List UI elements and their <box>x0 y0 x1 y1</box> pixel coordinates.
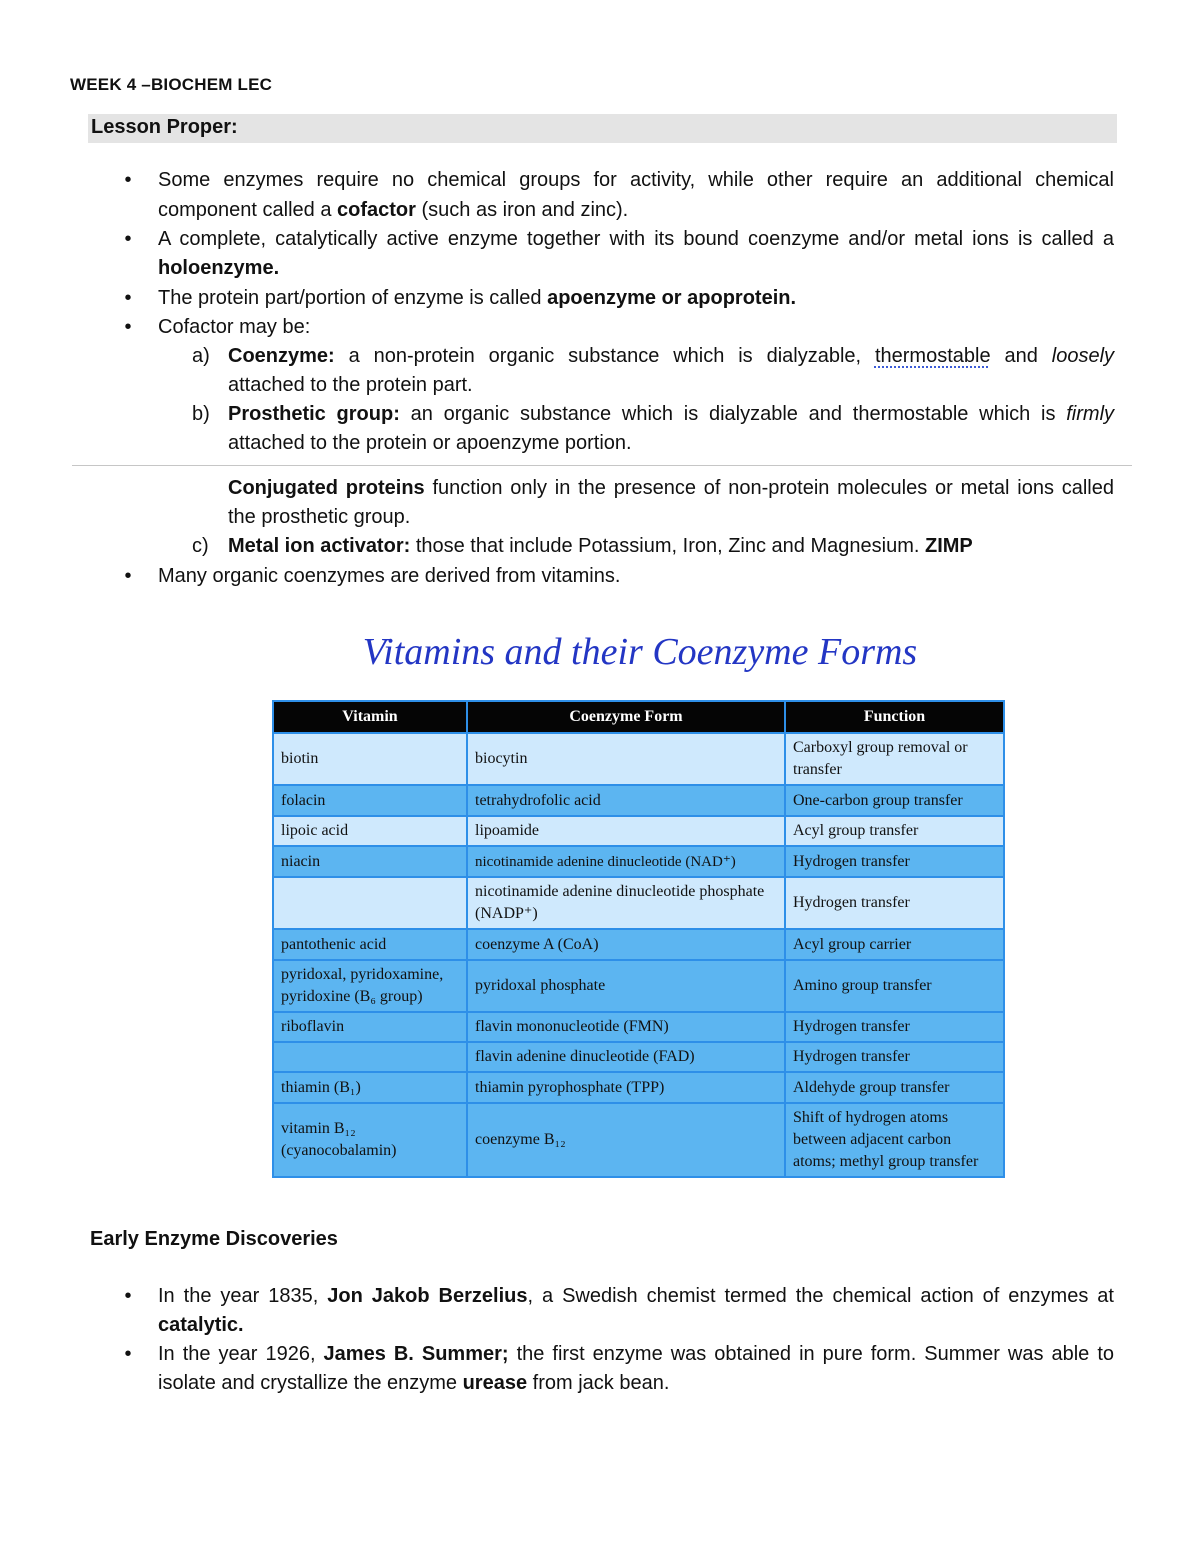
column-header: Vitamin <box>273 701 467 733</box>
table-cell: thiamin pyrophosphate (TPP) <box>467 1072 785 1103</box>
page-header: WEEK 4 –BIOCHEM LEC <box>70 75 273 94</box>
bullet-dot: • <box>124 169 132 191</box>
column-header: Coenzyme Form <box>467 701 785 733</box>
table-cell: Aldehyde group transfer <box>785 1072 1004 1103</box>
bullet-2-line-1: A complete, catalytically active enzyme together with its bound coenzyme and/or metal ions is called a <box>158 228 1114 250</box>
bullet-dot: • <box>124 1285 132 1307</box>
sub-item-letter-a: a) <box>192 345 210 367</box>
table-cell: niacin <box>273 846 467 877</box>
bullet-1-line-2: component called a cofactor (such as iron and zinc). <box>158 199 629 221</box>
table-row <box>273 1012 1004 1042</box>
table-row <box>273 960 1004 1012</box>
table-cell: Hydrogen transfer <box>785 877 1004 929</box>
bullet-dot: • <box>124 287 132 309</box>
vitamin-table-title: Vitamins and their Coenzyme Forms <box>362 631 918 673</box>
table-cell: thiamin (B₁) <box>273 1072 467 1103</box>
table-cell: flavin adenine dinucleotide (FAD) <box>467 1042 785 1072</box>
table-cell: riboflavin <box>273 1012 467 1042</box>
discovery-1-line-1: In the year 1835, Jon Jakob Berzelius, a Swedish chemist termed the chemical action of enzymes at <box>158 1285 1114 1307</box>
discovery-2-line-1: In the year 1926, James B. Summer; the first enzyme was obtained in pure form. Summer was able to <box>158 1343 1114 1365</box>
table-cell: tetrahydrofolic acid <box>467 785 785 816</box>
table-cell: One-carbon group transfer <box>785 785 1004 816</box>
lesson-title: Lesson Proper: <box>91 116 238 138</box>
table-row <box>273 816 1004 846</box>
page-break-rule <box>72 465 1132 466</box>
table-cell: coenzyme A (CoA) <box>467 929 785 960</box>
table-cell: Acyl group transfer <box>785 816 1004 846</box>
table-cell: Hydrogen transfer <box>785 1012 1004 1042</box>
table-cell: pyridoxal phosphate <box>467 960 785 1012</box>
table-cell: Acyl group carrier <box>785 929 1004 960</box>
table-cell: vitamin B₁₂ (cyanocobalamin) <box>273 1103 467 1177</box>
table-cell: flavin mononucleotide (FMN) <box>467 1012 785 1042</box>
discovery-1-line-2: catalytic. <box>158 1314 244 1336</box>
bullet-dot: • <box>124 1343 132 1365</box>
table-cell: Hydrogen transfer <box>785 846 1004 877</box>
table-header-row <box>273 701 1004 733</box>
table-cell: Hydrogen transfer <box>785 1042 1004 1072</box>
table-cell: nicotinamide adenine dinucleotide (NAD⁺) <box>467 846 785 877</box>
lesson-title-bar <box>88 114 1117 143</box>
bullet-dot: • <box>124 316 132 338</box>
table-cell: lipoamide <box>467 816 785 846</box>
bullet-dot: • <box>124 565 132 587</box>
bullet-dot: • <box>124 228 132 250</box>
discovery-2-line-2: isolate and crystallize the enzyme urease from jack bean. <box>158 1372 670 1394</box>
table-row <box>273 877 1004 929</box>
table-cell <box>273 1042 467 1072</box>
table-cell: nicotinamide adenine dinucleotide phosphate (NADP⁺) <box>467 877 785 929</box>
coenzyme-line-1: Coenzyme: a non-protein organic substance which is dialyzable, thermostable and loosely <box>228 345 1115 367</box>
bullet-2-line-2: holoenzyme. <box>158 257 280 279</box>
table-row <box>273 1103 1004 1177</box>
table-cell: biotin <box>273 733 467 785</box>
bullet-3: The protein part/portion of enzyme is called apoenzyme or apoprotein. <box>158 287 797 309</box>
prosthetic-line-2: attached to the protein or apoenzyme portion. <box>228 432 632 454</box>
coenzyme-line-2: attached to the protein part. <box>228 374 473 396</box>
sub-item-letter-b: b) <box>192 403 210 425</box>
sub-item-letter-c: c) <box>192 535 209 557</box>
conjugated-line-1: Conjugated proteins function only in the presence of non-protein molecules or metal ions called <box>228 477 1114 499</box>
table-row <box>273 846 1004 877</box>
metal-ion-activator: Metal ion activator: those that include Potassium, Iron, Zinc and Magnesium. ZIMP <box>228 535 973 557</box>
column-header: Function <box>785 701 1004 733</box>
table-cell: folacin <box>273 785 467 816</box>
table-row <box>273 929 1004 960</box>
table-row <box>273 733 1004 785</box>
table-cell: lipoic acid <box>273 816 467 846</box>
table-cell: coenzyme B₁₂ <box>467 1103 785 1177</box>
discoveries-heading: Early Enzyme Discoveries <box>90 1228 338 1250</box>
table-row <box>273 785 1004 816</box>
table-cell: Carboxyl group removal or transfer <box>785 733 1004 785</box>
table-row <box>273 1042 1004 1072</box>
vitamin-table <box>272 700 1005 1178</box>
table-row <box>273 1072 1004 1103</box>
bullet-1-line-1: Some enzymes require no chemical groups for activity, while other require an additional chemical <box>158 169 1114 191</box>
table-cell: pantothenic acid <box>273 929 467 960</box>
prosthetic-line-1: Prosthetic group: an organic substance which is dialyzable and thermostable which is firmly <box>228 403 1115 425</box>
table-cell: biocytin <box>467 733 785 785</box>
table-cell <box>273 877 467 929</box>
bullet-5: Many organic coenzymes are derived from vitamins. <box>158 565 621 587</box>
table-cell: pyridoxal, pyridoxamine, pyridoxine (B₆ group) <box>273 960 467 1012</box>
conjugated-line-2: the prosthetic group. <box>228 506 411 528</box>
bullet-4: Cofactor may be: <box>158 316 311 338</box>
table-cell: Shift of hydrogen atoms between adjacent carbon atoms; methyl group transfer <box>785 1103 1004 1177</box>
table-cell: Amino group transfer <box>785 960 1004 1012</box>
